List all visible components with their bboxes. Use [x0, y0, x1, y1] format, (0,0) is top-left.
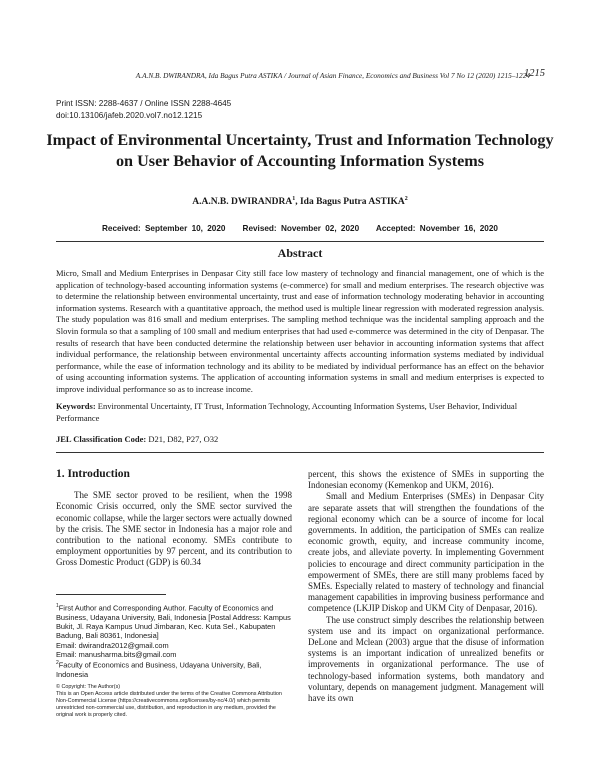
- keywords: [56, 401, 544, 424]
- page-number: 1215: [524, 68, 545, 79]
- footnote-1-mark: 1: [56, 603, 59, 609]
- copyright-line: © Copyright: The Author(s): [56, 684, 121, 690]
- title-line-1: Impact of Environmental Uncertainty, Trust and Information Technology: [46, 131, 554, 149]
- footnote-rule: [56, 594, 166, 595]
- keywords-label: Keywords:: [56, 401, 96, 411]
- abstract-heading: Abstract: [277, 246, 323, 260]
- jel-label: JEL Classification Code:: [56, 434, 147, 444]
- divider-top: [56, 241, 544, 242]
- paper-title: [40, 130, 560, 172]
- doi-line: doi:10.13106/jafeb.2020.vol7.no12.1215: [56, 110, 203, 120]
- footnote-2-text: Faculty of Economics and Business, Udayana University, Bali, Indonesia: [56, 660, 262, 680]
- author-2: Ida Bagus Putra ASTIKA: [299, 197, 405, 208]
- author-1: A.A.N.B. DWIRANDRA: [192, 197, 293, 208]
- footnote-1-email-1: Email: dwirandra2012@gmail.com: [56, 640, 169, 650]
- abstract-text: Micro, Small and Medium Enterprises in Denpasar City still face low mastery of technology and financial management, one of which is the application of technology-based accounting information systems (e-commerce) for small and medium enterprises. The research objective was to determine the relationship between environmental uncertainty, trust and ease of information technology moderating behavior in accounting information systems. Research with a quantitative approach, the method used is multiple linear regression with moderated regression analysis. The study population was 816 small and medium enterprises. The sampling method technique was the incidental sampling approach and the Slovin formula so that a sampling of 100 small and medium enterprises that had used e-commerce was determined in the city of Denpasar. The results of research that have been conducted determine the relationship between user behavior in accounting information systems that affect individual performance, the relationship between environmental uncertainty affects accounting information systems mediated by individual performance, while the ease of information technology and its ability to be mediated by individual performance has an effect on the behavior of using accounting information systems. The application of accounting information systems in small and medium enterprises is expected to improve individual performance so as to increase income.: [56, 268, 544, 394]
- divider-bottom: [56, 452, 544, 453]
- license-text: This is an Open Access article distributed under the terms of the Creative Commons Attribution Non-Commercial License (https://creativecommons.org/licenses/by-nc/4.0/) which permits unrestricted non-commercial use, distribution, and reproduction in any medium, provided the original work is properly cited.: [56, 691, 282, 718]
- author-1-affil: 1: [292, 196, 296, 202]
- keywords-text: Environmental Uncertainty, IT Trust, Information Technology, Accounting Information Systems, User Behavior, Individual Performance: [56, 401, 518, 423]
- footnotes: [56, 602, 292, 679]
- copyright-notice: [56, 684, 292, 719]
- issn-block: [56, 98, 231, 121]
- footnote-2-mark: 2: [56, 660, 59, 667]
- right-column: [308, 469, 544, 704]
- left-column: [56, 469, 292, 569]
- footnote-1-email-2: Email: manusharma.bits@gmail.com: [56, 649, 177, 659]
- jel-codes: [56, 434, 218, 444]
- author-separator: ,: [295, 197, 300, 208]
- section-heading-introduction: 1. Introduction: [56, 468, 130, 480]
- footnote-1-text: First Author and Corresponding Author. Faculty of Economics and Business, Udayana University, Bali, Indonesia [Postal Address: Kampus Bukit, Jl. Raya Kampus Unud Jimbaran, Kec. Kuta Sel., Kabupaten Badung, Bali 80361, Indonesia]: [56, 603, 291, 641]
- footnote-2: [56, 659, 292, 679]
- authors: [40, 196, 560, 207]
- intro-paragraph-continued: percent, this shows the existence of SMEs in supporting the Indonesian economy (Kemenkop and UKM, 2016).: [308, 469, 544, 491]
- author-2-affil: 2: [404, 196, 408, 202]
- footnote-1: [56, 602, 292, 641]
- running-head: A.A.N.B. DWIRANDRA, Ida Bagus Putra ASTIKA / Journal of Asian Finance, Economics and Business Vol 7 No 12 (2020) 1215–1224: [135, 71, 530, 80]
- jel-text: D21, D82, P27, O32: [146, 434, 219, 444]
- intro-paragraph-3: The use construct simply describes the relationship between system use and its impact on organizational performance. DeLone and Mclean (2003) argue that the disuse of information systems is an important indication of unrealized benefits or improvements in organizational performance. The use of technology-based information systems, both mandatory and voluntary, depends on management judgment. Management will have its own: [308, 614, 544, 704]
- intro-paragraph-1: The SME sector proved to be resilient, when the 1998 Economic Crisis occurred, only the SME sector survived the economic collapse, while the larger sectors were actually downed by the crisis. The SME sector in Indonesia has a major role and contribution to the national economy. SMEs contribute to employment opportunities by 97 percent, and its contribution to Gross Domestic Product (GDP) is 60.34: [56, 490, 292, 568]
- issn-line: Print ISSN: 2288-4637 / Online ISSN 2288-4645: [56, 99, 232, 108]
- title-line-2: on User Behavior of Accounting Information Systems: [115, 152, 485, 170]
- article-dates: Received: September 10, 2020 Revised: November 02, 2020 Accepted: November 16, 2020: [102, 224, 498, 233]
- intro-paragraph-2: Small and Medium Enterprises (SMEs) in Denpasar City are separate assets that will strengthen the foundations of the regional economy which can be a source of income for local governments. In addition, the participation of SMEs can realize economic growth, equity, and increase community income, create jobs, and alleviate poverty. In implementing Government policies to encourage and direct community participation in the empowerment of SMEs, there are still many problems faced by SMEs. Especially related to mastery of technology and financial management capabilities in improving business performance and competence (LKJIP Diskop and UKM City of Denpasar, 2016).: [308, 491, 544, 614]
